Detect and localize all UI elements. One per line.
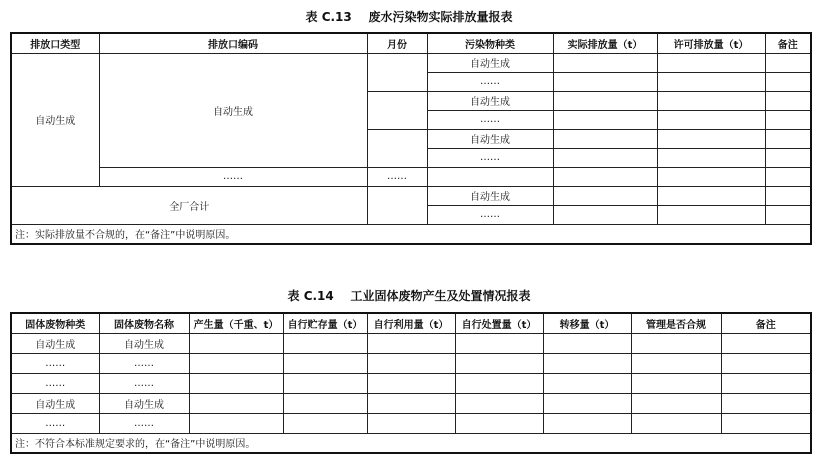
- header-outlet-code: 排放口编码: [99, 33, 367, 53]
- waste-name-cell: 自动生成: [99, 333, 189, 353]
- header-transferred: 转移量（t）: [543, 313, 631, 333]
- table-row: [11, 333, 811, 353]
- total-row: [11, 186, 811, 205]
- pollutant-cell: ……: [427, 72, 553, 91]
- note-row: [11, 433, 811, 453]
- table-row: [11, 413, 811, 433]
- waste-type-cell: ……: [11, 373, 99, 393]
- header-pollutant-type: 污染物种类: [427, 33, 553, 53]
- table-row: [11, 53, 811, 72]
- header-permitted-emission: 许可排放量（t）: [657, 33, 765, 53]
- header-waste-type: 固体废物种类: [11, 313, 99, 333]
- header-row: [11, 313, 811, 333]
- outlet-type-cell: 自动生成: [11, 53, 99, 186]
- pollutant-cell: 自动生成: [427, 91, 553, 110]
- header-remarks: 备注: [765, 33, 811, 53]
- waste-type-cell: 自动生成: [11, 393, 99, 413]
- header-month: 月份: [367, 33, 427, 53]
- header-disposed: 自行处置量（t）: [455, 313, 543, 333]
- table-row: [11, 353, 811, 373]
- pollutant-cell: ……: [427, 148, 553, 167]
- pollutant-cell: ……: [427, 205, 553, 224]
- table-row: [11, 167, 811, 186]
- pollutant-cell: 自动生成: [427, 186, 553, 205]
- pollutant-cell: ……: [427, 110, 553, 129]
- waste-type-cell: 自动生成: [11, 333, 99, 353]
- table-row: [11, 373, 811, 393]
- month-cell: [367, 91, 427, 129]
- ellipsis-code-cell: ……: [99, 167, 367, 186]
- header-outlet-type: 排放口类型: [11, 33, 99, 53]
- waste-name-cell: ……: [99, 373, 189, 393]
- outlet-code-cell: 自动生成: [99, 53, 367, 167]
- waste-name-cell: 自动生成: [99, 393, 189, 413]
- month-cell: [367, 53, 427, 91]
- header-actual-emission: 实际排放量（t）: [553, 33, 657, 53]
- waste-type-cell: ……: [11, 413, 99, 433]
- month-cell: [367, 129, 427, 167]
- wastewater-emission-table: [10, 32, 812, 245]
- table-c13-title: 表 C.13 废水污染物实际排放量报表: [305, 10, 513, 24]
- header-utilized: 自行利用量（t）: [367, 313, 455, 333]
- waste-name-cell: ……: [99, 413, 189, 433]
- waste-type-cell: ……: [11, 353, 99, 373]
- table-c14-note: 注：不符合本标准规定要求的，在“备注”中说明原因。: [11, 433, 811, 453]
- header-remarks: 备注: [721, 313, 811, 333]
- ellipsis-month-cell: ……: [367, 167, 427, 186]
- solid-waste-table: [10, 312, 812, 454]
- waste-name-cell: ……: [99, 353, 189, 373]
- header-compliance: 管理是否合规: [631, 313, 721, 333]
- pollutant-cell: 自动生成: [427, 53, 553, 72]
- table-c13-note: 注：实际排放量不合规的，在“备注”中说明原因。: [11, 224, 811, 244]
- note-row: [11, 224, 811, 244]
- header-stored: 自行贮存量（t）: [283, 313, 367, 333]
- header-waste-name: 固体废物名称: [99, 313, 189, 333]
- header-generated: 产生量（千重、t）: [189, 313, 283, 333]
- table-c14-title: 表 C.14 工业固体废物产生及处置情况报表: [287, 289, 531, 303]
- table-row: [11, 393, 811, 413]
- pollutant-cell: 自动生成: [427, 129, 553, 148]
- header-row: [11, 33, 811, 53]
- total-label-cell: 全厂合计: [11, 186, 367, 224]
